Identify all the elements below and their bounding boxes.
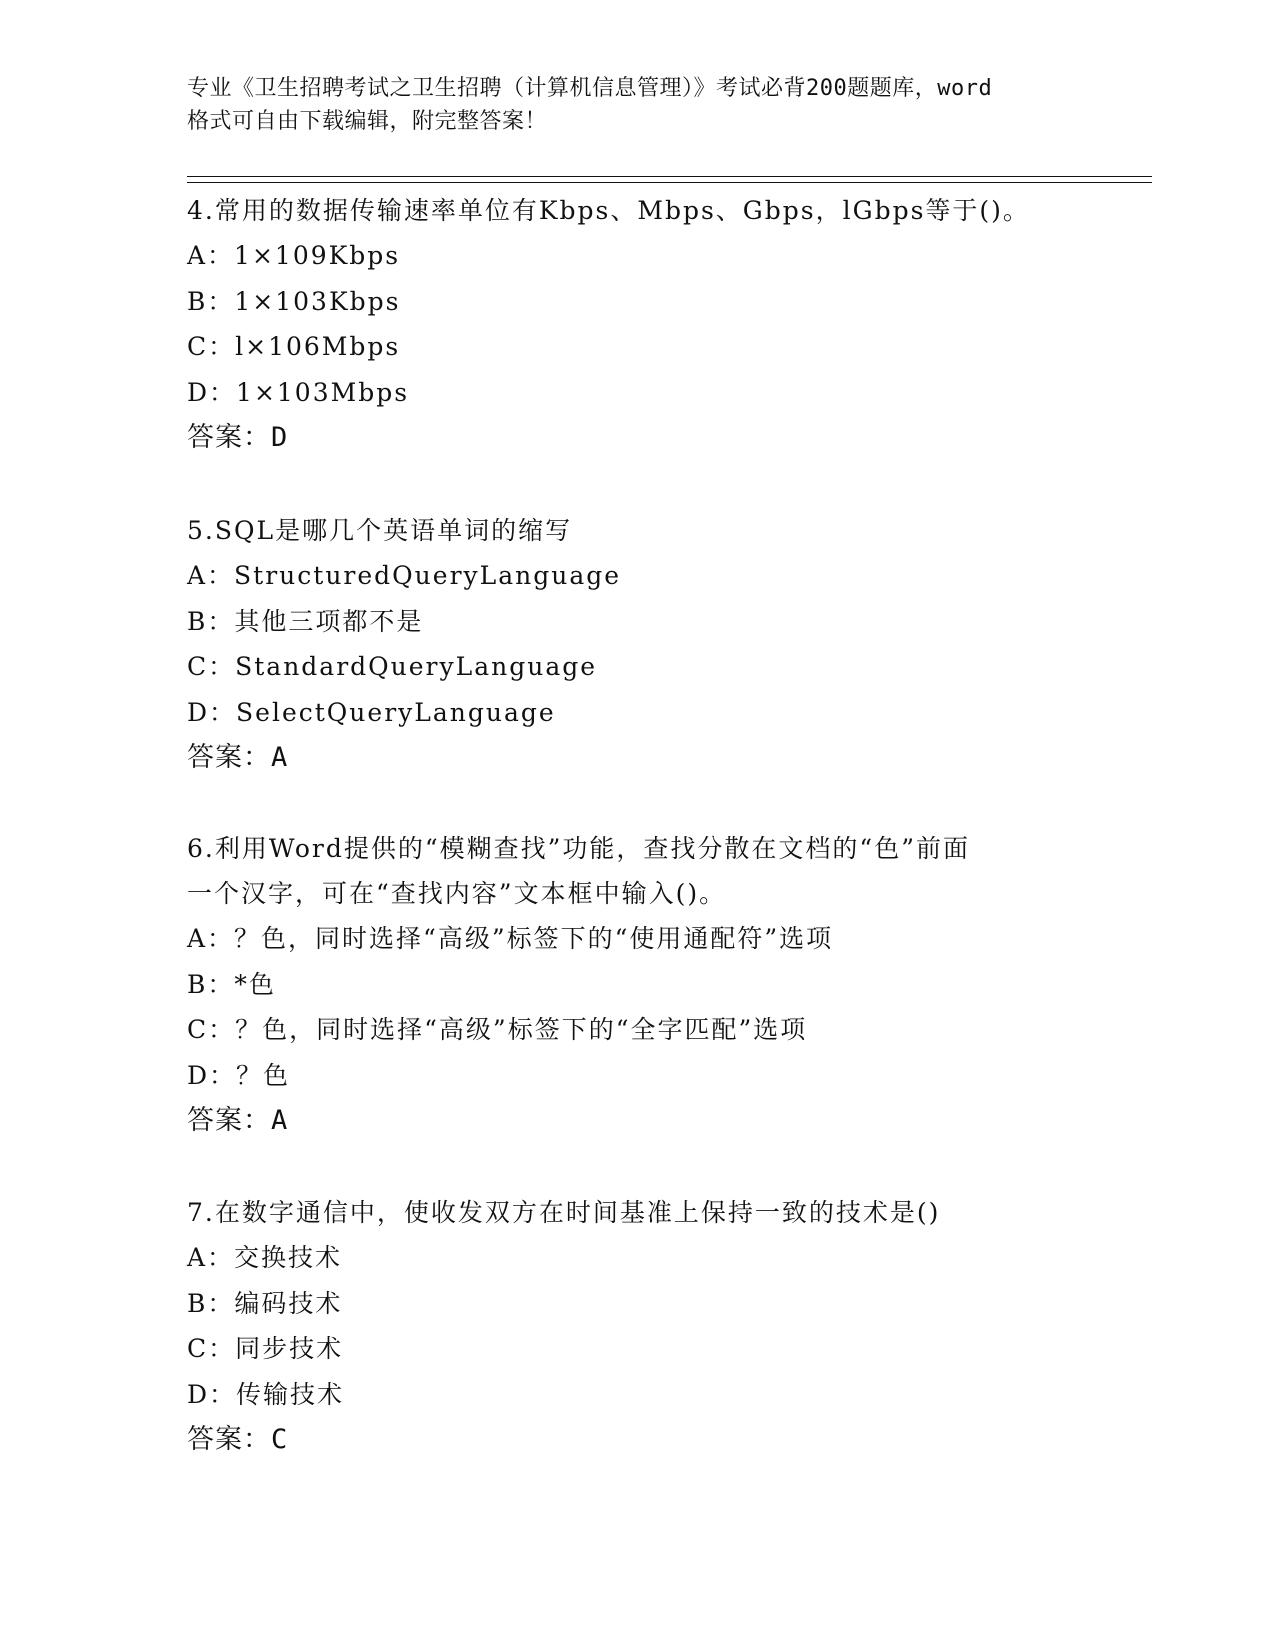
option-b: B：编码技术 [187,1288,343,1318]
option-c: C：？色，同时选择“高级”标签下的“全字匹配”选项 [187,1015,808,1044]
option-d: D：SelectQueryLanguage [187,697,556,727]
question-stem-line-2: 一个汉字，可在“查找内容”文本框中输入()。 [187,879,727,908]
question-stem: 4.常用的数据传输速率单位有Kbps、Mbps、Gbps，lGbps等于()。 [187,196,1030,225]
question-stem-line-1: 6.利用Word提供的“模糊查找”功能，查找分散在文档的“色”前面 [187,834,970,863]
option-a: A：StructuredQueryLanguage [187,561,622,590]
option-c: C：l×106Mbps [187,332,401,361]
question-4 [187,188,1087,460]
option-b: B：1×103Kbps [187,286,401,316]
option-a: A：？色，同时选择“高级”标签下的“使用通配符”选项 [187,924,834,953]
question-stem: 7.在数字通信中，使收发双方在时间基准上保持一致的技术是() [187,1198,941,1227]
question-6 [187,826,1087,1143]
option-d: D：1×103Mbps [187,377,410,407]
option-d: D：传输技术 [187,1379,345,1409]
option-b: B：其他三项都不是 [187,606,424,636]
option-c: C：StandardQueryLanguage [187,652,598,681]
header-line-1: 专业《卫生招聘考试之卫生招聘（计算机信息管理）》考试必背200题题库，word [187,76,993,101]
question-7 [187,1190,1087,1462]
option-a: A：交换技术 [187,1243,343,1272]
header-divider-top [187,176,1152,177]
option-c: C：同步技术 [187,1334,344,1363]
question-stem: 5.SQL是哪几个英语单词的缩写 [187,516,573,545]
answer-label: 答案：A [187,742,289,773]
answer-label: 答案：A [187,1105,289,1136]
answer-label: 答案：C [187,1424,289,1455]
option-b: B：*色 [187,969,276,999]
header-line-2: 格式可自由下载编辑，附完整答案！ [187,109,548,134]
option-a: A：1×109Kbps [187,241,401,270]
answer-label: 答案：D [187,422,289,453]
question-5 [187,508,1087,780]
header-divider-bottom [187,182,1152,183]
option-d: D：？色 [187,1060,291,1090]
document-header [187,72,1087,138]
